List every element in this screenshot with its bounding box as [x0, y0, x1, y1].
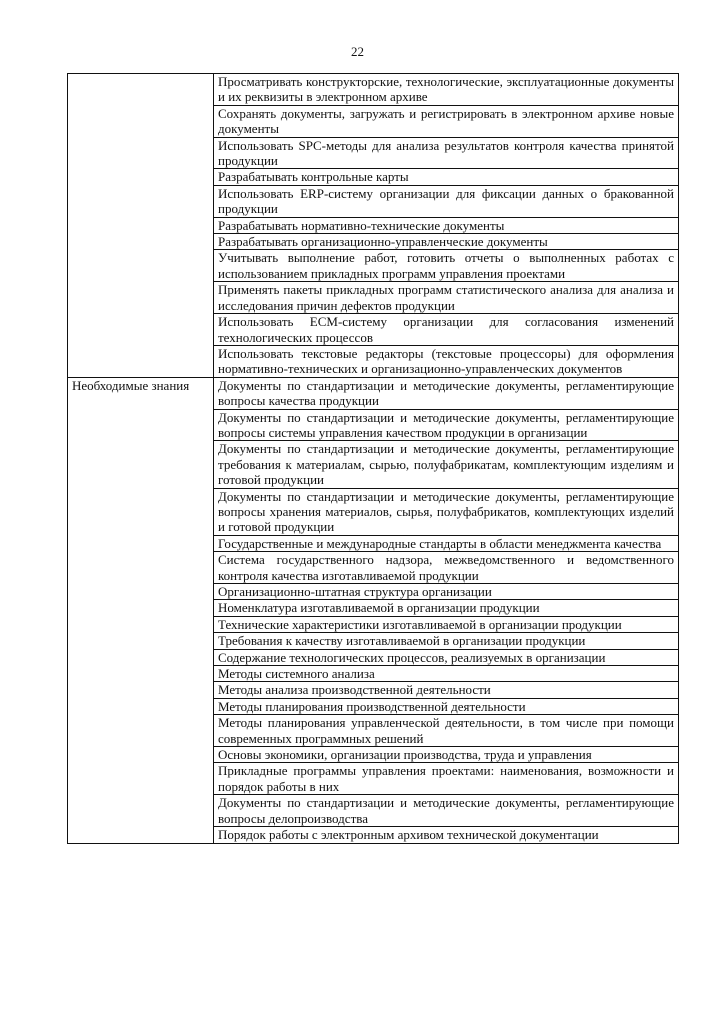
requirement-item: Прикладные программы управления проектами: наименования, возможности и порядок работы в них [214, 763, 679, 795]
page-number: 22 [351, 44, 364, 59]
requirement-item: Основы экономики, организации производства, труда и управления [214, 747, 679, 763]
requirement-item: Содержание технологических процессов, реализуемых в организации [214, 649, 679, 665]
requirement-item: Использовать ЕСМ-систему организации для согласования изменений технологических процессов [214, 314, 679, 346]
requirement-item: Организационно-штатная структура организации [214, 584, 679, 600]
requirement-item: Документы по стандартизации и методические документы, регламентирующие вопросы делопроизводства [214, 795, 679, 827]
requirement-item: Технические характеристики изготавливаемой в организации продукции [214, 616, 679, 632]
requirement-item: Порядок работы с электронным архивом технической документации [214, 827, 679, 843]
requirement-item: Государственные и международные стандарты в области менеджмента качества [214, 535, 679, 551]
requirement-item: Документы по стандартизации и методические документы, регламентирующие требования к материалам, сырью, полуфабрикатам, комплектующим изделиям и готовой продукции [214, 441, 679, 488]
requirement-item: Методы системного анализа [214, 666, 679, 682]
requirement-item: Разрабатывать контрольные карты [214, 169, 679, 185]
table-row [68, 74, 679, 106]
requirement-item: Использовать SPC-методы для анализа результатов контроля качества принятой продукции [214, 137, 679, 169]
requirement-item: Документы по стандартизации и методические документы, регламентирующие вопросы хранения материалов, сырья, полуфабрикатов, комплектующих изделий и готовой продукции [214, 488, 679, 535]
section-label-knowledge: Необходимые знания [68, 377, 214, 843]
requirement-item: Просматривать конструкторские, технологические, эксплуатационные документы и их реквизиты в электронном архиве [214, 74, 679, 106]
table-row [68, 377, 679, 409]
requirement-item: Документы по стандартизации и методические документы, регламентирующие вопросы системы управления качеством продукции в организации [214, 409, 679, 441]
requirement-item: Разрабатывать организационно-управленческие документы [214, 234, 679, 250]
requirement-item: Методы анализа производственной деятельности [214, 682, 679, 698]
requirement-item: Применять пакеты прикладных программ статистического анализа для анализа и исследования причин дефектов продукции [214, 282, 679, 314]
requirement-item: Учитывать выполнение работ, готовить отчеты о выполненных работах с использованием прикладных программ управления проектами [214, 250, 679, 282]
requirement-item: Система государственного надзора, межведомственного и ведомственного контроля качества изготавливаемой продукции [214, 552, 679, 584]
requirement-item: Номенклатура изготавливаемой в организации продукции [214, 600, 679, 616]
requirement-item: Сохранять документы, загружать и регистрировать в электронном архиве новые документы [214, 105, 679, 137]
requirement-item: Документы по стандартизации и методические документы, регламентирующие вопросы качества продукции [214, 377, 679, 409]
section-label-skills [68, 74, 214, 378]
requirement-item: Использовать ERP-систему организации для фиксации данных о бракованной продукции [214, 185, 679, 217]
requirement-item: Методы планирования управленческой деятельности, в том числе при помощи современных программных решений [214, 715, 679, 747]
requirements-table [67, 73, 679, 844]
requirement-item: Требования к качеству изготавливаемой в организации продукции [214, 633, 679, 649]
requirement-item: Использовать текстовые редакторы (текстовые процессоры) для оформления нормативно-технических и организационно-управленческих документов [214, 345, 679, 377]
requirement-item: Методы планирования производственной деятельности [214, 698, 679, 714]
requirement-item: Разрабатывать нормативно-технические документы [214, 217, 679, 233]
